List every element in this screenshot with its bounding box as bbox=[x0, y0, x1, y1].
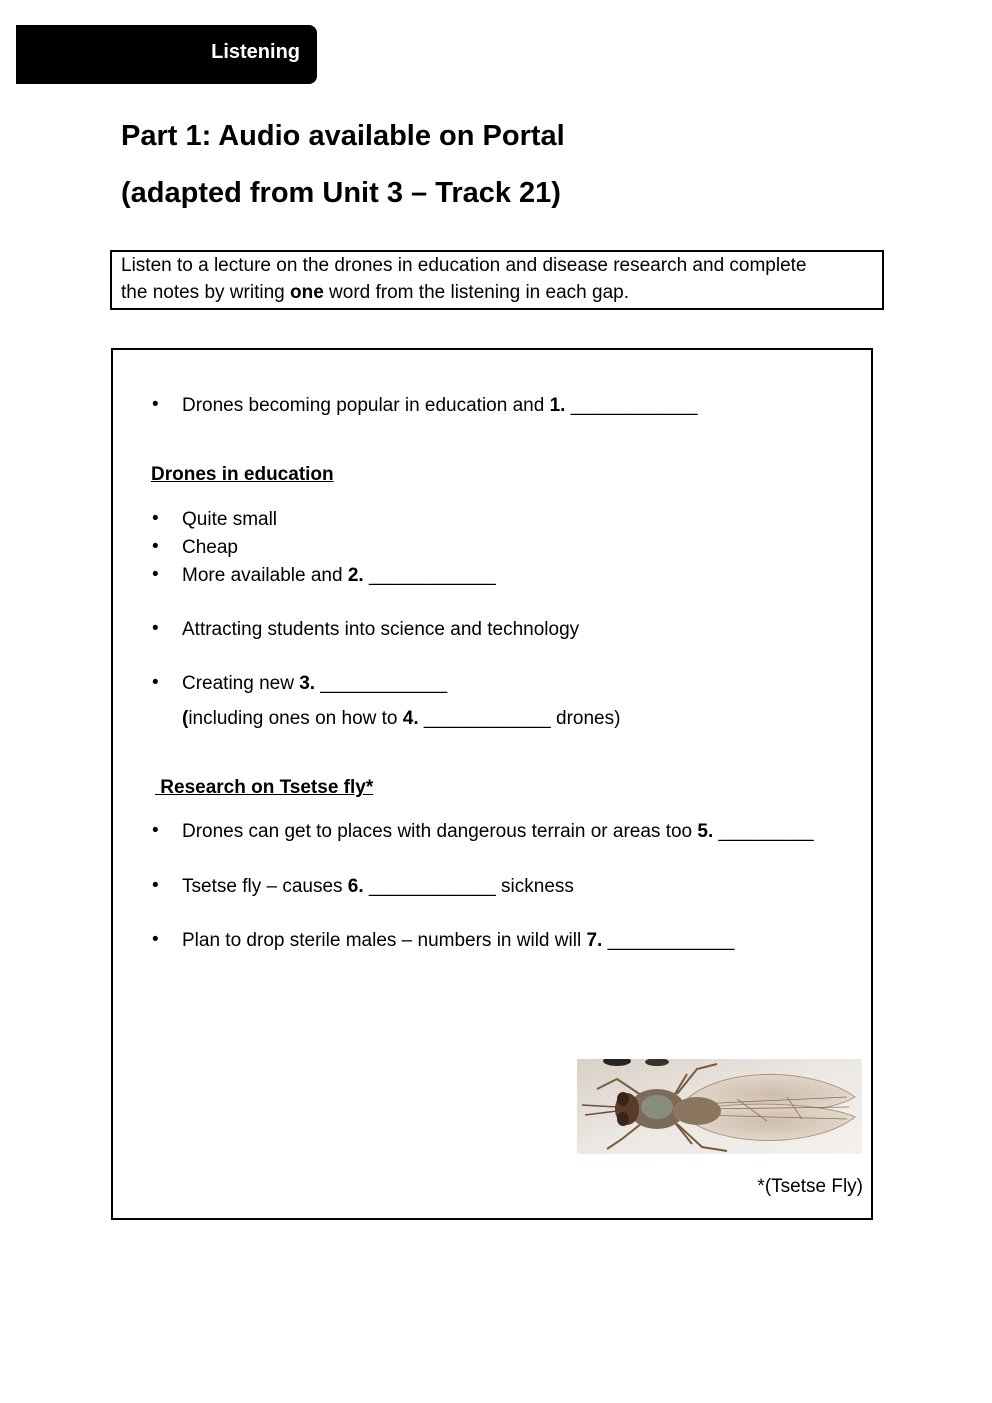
tab-label: Listening bbox=[211, 41, 300, 63]
list-item: Quite small bbox=[182, 509, 278, 530]
answer-gap: ____________ bbox=[315, 673, 448, 694]
page-subtitle: (adapted from Unit 3 – Track 21) bbox=[121, 177, 561, 209]
note-text: Plan to drop sterile males – numbers in wild will bbox=[182, 930, 587, 951]
section-tab bbox=[16, 25, 317, 84]
note-item-4 bbox=[182, 708, 620, 730]
note-item-3 bbox=[182, 673, 447, 695]
bullet: • bbox=[152, 618, 159, 639]
answer-gap: ____________ bbox=[418, 708, 551, 729]
note-text: Creating new bbox=[182, 673, 300, 694]
image-caption: *(Tsetse Fly) bbox=[757, 1176, 863, 1197]
instructions-emphasis: one bbox=[289, 282, 324, 303]
note-item-5 bbox=[182, 821, 814, 843]
instructions-line-2 bbox=[121, 279, 882, 306]
list-item: Attracting students into science and technology bbox=[182, 619, 580, 640]
bullet: • bbox=[152, 875, 159, 896]
note-text: Tsetse fly – causes bbox=[182, 876, 348, 897]
gap-number: 6. bbox=[347, 876, 364, 897]
note-item-7 bbox=[182, 930, 734, 952]
bullet: • bbox=[152, 564, 159, 585]
instructions-text-end: word from the listening in each gap. bbox=[323, 282, 629, 303]
answer-gap: ____________ bbox=[565, 395, 698, 416]
bullet: • bbox=[152, 394, 159, 415]
bullet: • bbox=[152, 929, 159, 950]
section-heading-education: Drones in education bbox=[151, 464, 334, 485]
gap-number: 7. bbox=[586, 930, 603, 951]
bullet: • bbox=[152, 508, 159, 529]
list-item: Cheap bbox=[182, 537, 238, 558]
answer-gap: ____________ bbox=[363, 876, 496, 897]
open-paren: ( bbox=[182, 708, 189, 729]
note-item-6 bbox=[182, 876, 574, 898]
gap-number: 5. bbox=[697, 821, 714, 842]
page-title: Part 1: Audio available on Portal bbox=[121, 120, 565, 152]
section-heading-tsetse: Research on Tsetse fly* bbox=[155, 777, 374, 798]
instructions-text: the notes by writing bbox=[121, 282, 290, 303]
notes-box bbox=[111, 348, 873, 1220]
gap-number: 1. bbox=[549, 395, 566, 416]
note-text: Drones can get to places with dangerous terrain or areas too bbox=[182, 821, 698, 842]
note-text: including ones on how to bbox=[188, 708, 403, 729]
tsetse-fly-photo bbox=[577, 1059, 862, 1154]
bullet: • bbox=[152, 672, 159, 693]
instructions-box bbox=[110, 250, 884, 310]
gap-number: 2. bbox=[347, 565, 364, 586]
note-item-1 bbox=[182, 395, 698, 417]
note-text: Drones becoming popular in education and bbox=[182, 395, 550, 416]
gap-number: 4. bbox=[402, 708, 419, 729]
instructions-line-1: Listen to a lecture on the drones in education and disease research and complete bbox=[121, 255, 807, 276]
answer-gap: _________ bbox=[713, 821, 814, 842]
note-text-end: drones) bbox=[550, 708, 621, 729]
note-item-2 bbox=[182, 565, 496, 587]
gap-number: 3. bbox=[299, 673, 316, 694]
bullet: • bbox=[152, 536, 159, 557]
answer-gap: ____________ bbox=[602, 930, 735, 951]
note-text: More available and bbox=[182, 565, 348, 586]
note-text-end: sickness bbox=[495, 876, 574, 897]
answer-gap: ____________ bbox=[363, 565, 496, 586]
bullet: • bbox=[152, 820, 159, 841]
